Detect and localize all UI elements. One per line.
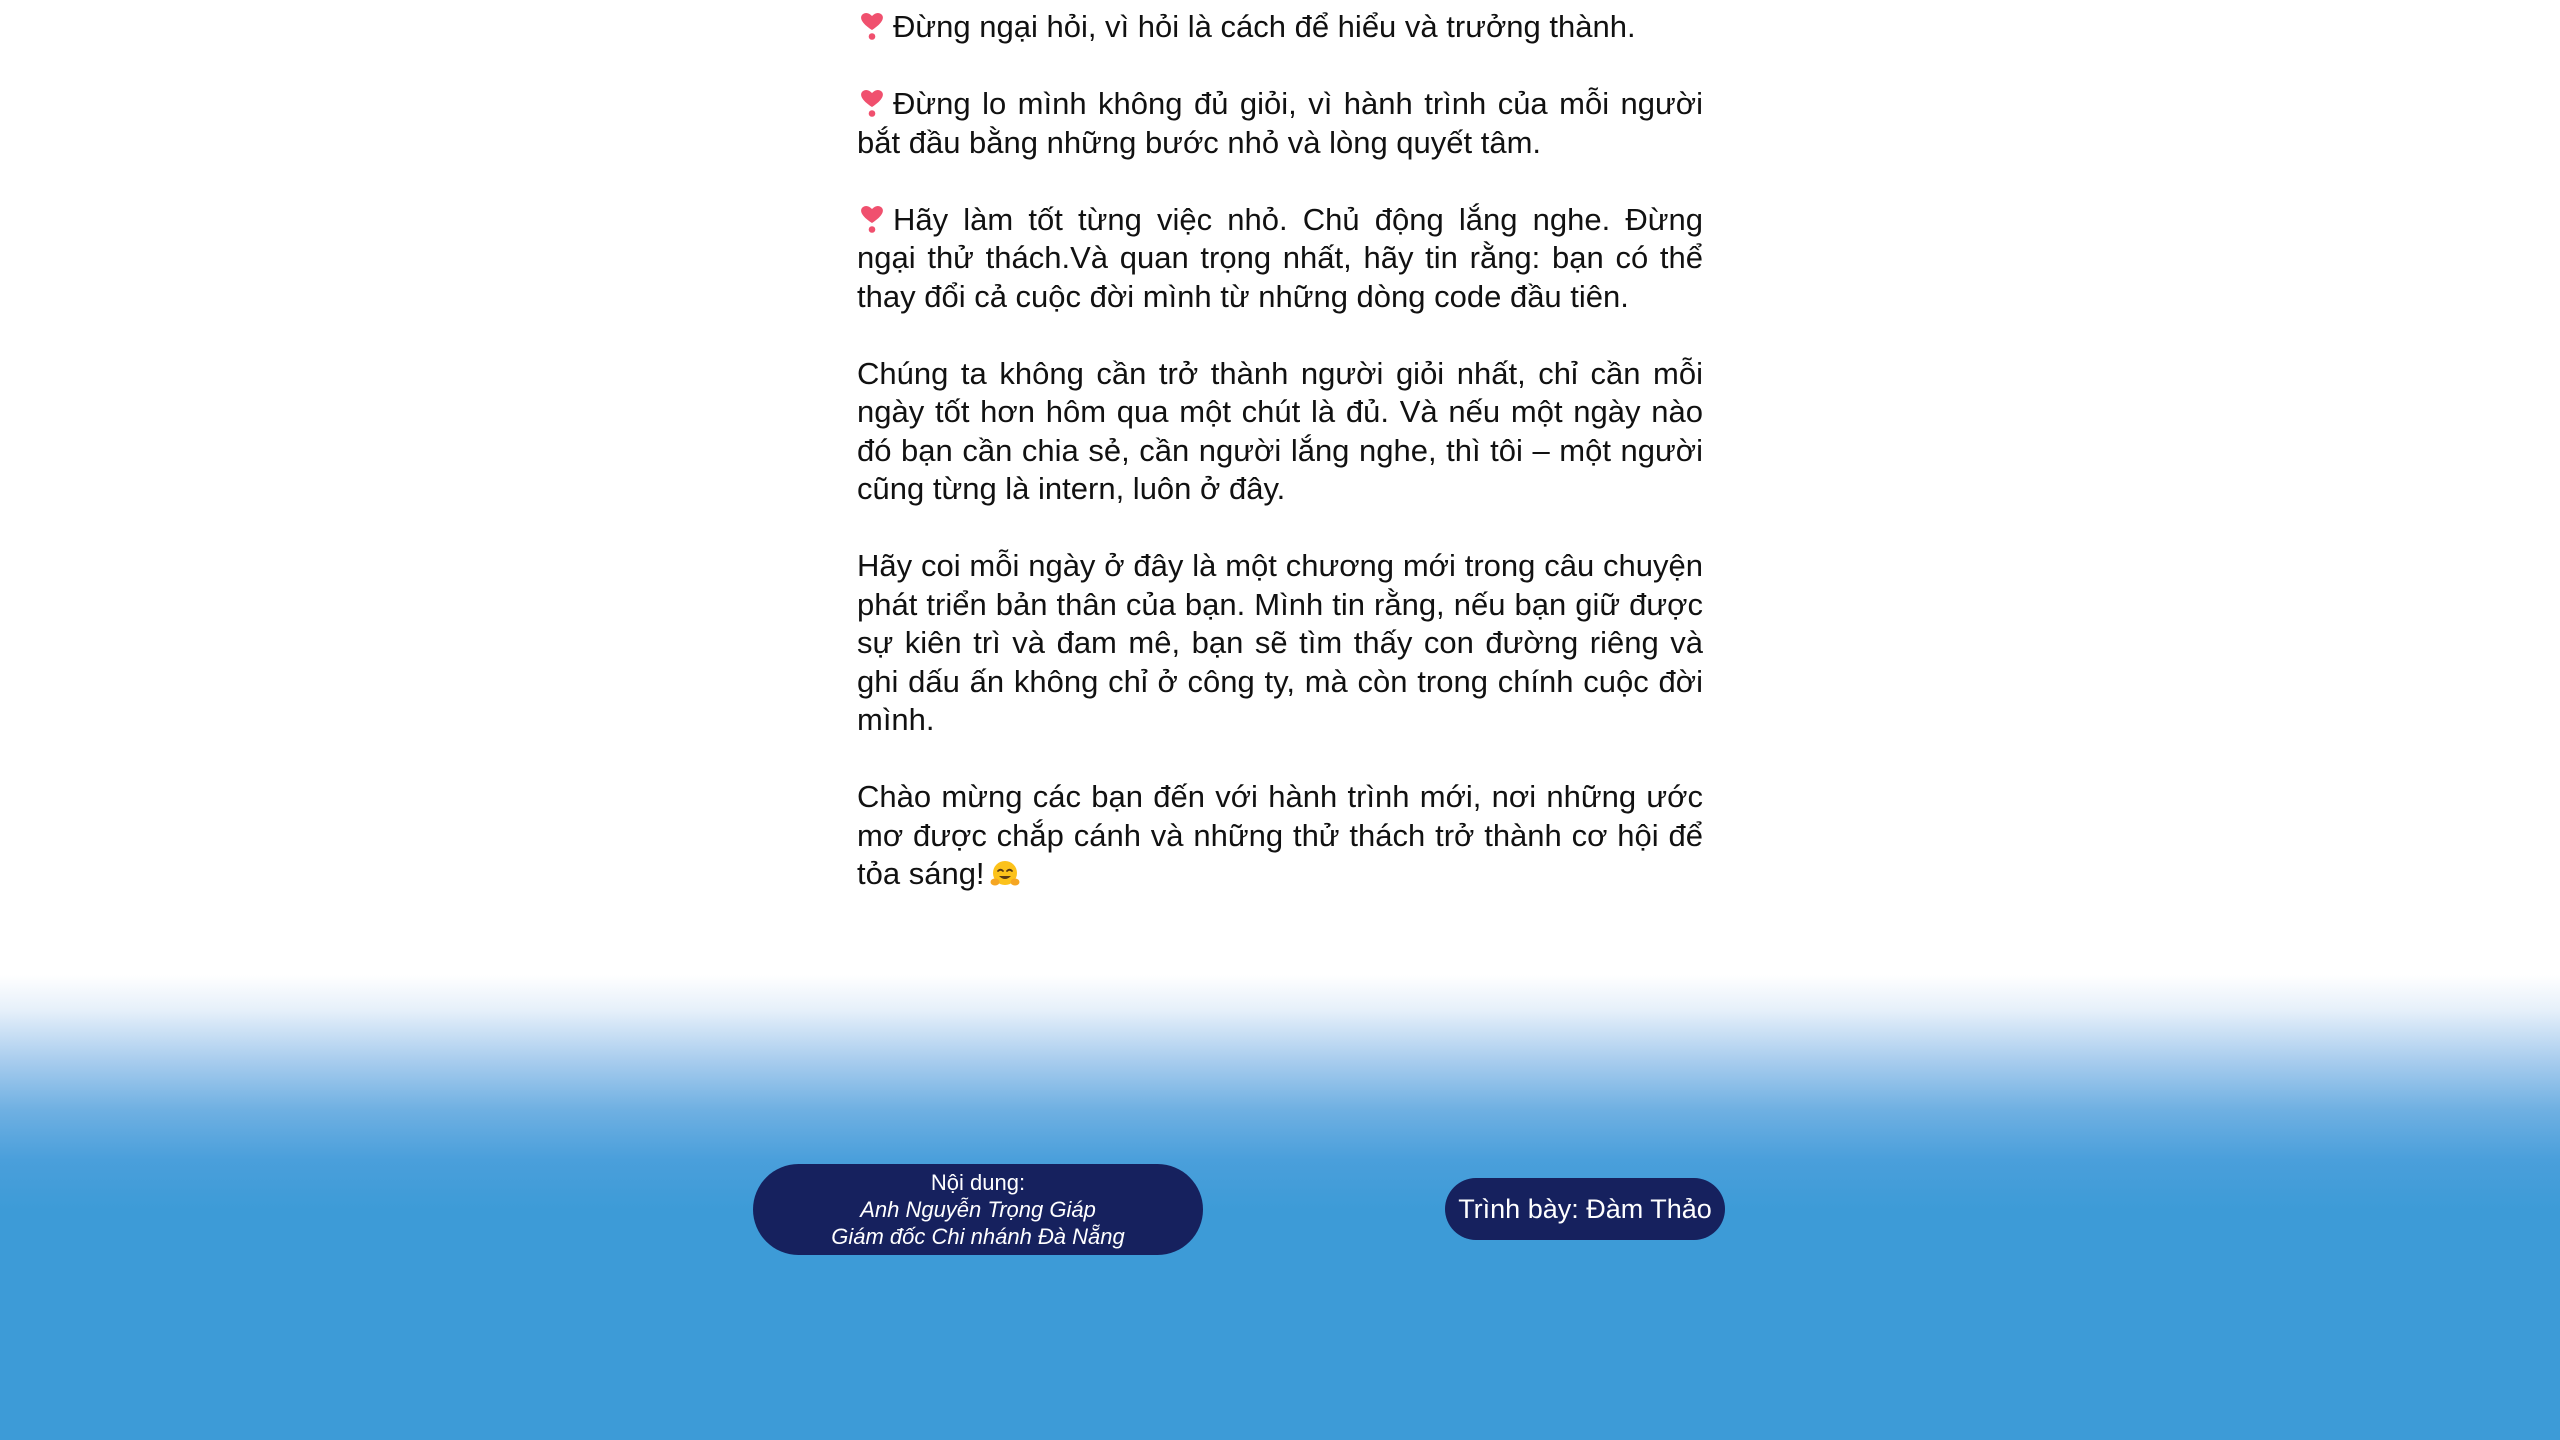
- body-paragraph-2: Hãy coi mỗi ngày ở đây là một chương mới trong câu chuyện phát triển bản thân của bạn. Mình tin rằng, nếu bạn giữ được sự kiên trì và đam mê, bạn sẽ tìm thấy con đường riêng và ghi dấu ấn không chỉ ở công ty, mà còn trong chính cuộc đời mình.: [857, 548, 1703, 737]
- content-author-name: Anh Nguyễn Trọng Giáp: [860, 1197, 1096, 1222]
- bullet-paragraph-3: [857, 201, 1703, 317]
- content-credit-label: Nội dung:: [930, 1170, 1026, 1195]
- heart-exclamation-icon: [857, 204, 887, 234]
- heart-exclamation-icon: [857, 11, 887, 41]
- closing-paragraph: [857, 778, 1703, 894]
- content-author-role: Giám đốc Chi nhánh Đà Nẵng: [831, 1224, 1125, 1249]
- bullet-text-2: Đừng lo mình không đủ giỏi, vì hành trình của mỗi người bắt đầu bằng những bước nhỏ và lòng quyết tâm.: [857, 86, 1703, 160]
- bullet-text-3: Hãy làm tốt từng việc nhỏ. Chủ động lắng nghe. Đừng ngại thử thách.Và quan trọng nhất, hãy tin rằng: bạn có thể thay đổi cả cuộc đời mình từ những dòng code đầu tiên.: [857, 201, 1703, 314]
- content-credit-badge: [753, 1164, 1203, 1255]
- bullet-paragraph-1: [857, 8, 1703, 47]
- hugging-face-icon: [989, 858, 1021, 890]
- design-credit-badge: Trình bày: Đàm Thảo: [1445, 1178, 1725, 1240]
- heart-exclamation-icon: [857, 88, 887, 118]
- closing-text: Chào mừng các bạn đến với hành trình mới, nơi những ước mơ được chắp cánh và những thử thách trở thành cơ hội để tỏa sáng!: [857, 779, 1703, 891]
- bullet-paragraph-2: [857, 85, 1703, 162]
- article-body: [857, 8, 1703, 932]
- bullet-text-1: Đừng ngại hỏi, vì hỏi là cách để hiểu và trưởng thành.: [893, 9, 1636, 44]
- body-paragraph-1: Chúng ta không cần trở thành người giỏi nhất, chỉ cần mỗi ngày tốt hơn hôm qua một chút là đủ. Và nếu một ngày nào đó bạn cần chia sẻ, cần người lắng nghe, thì tôi – một người cũng từng là intern, luôn ở đây.: [857, 355, 1703, 506]
